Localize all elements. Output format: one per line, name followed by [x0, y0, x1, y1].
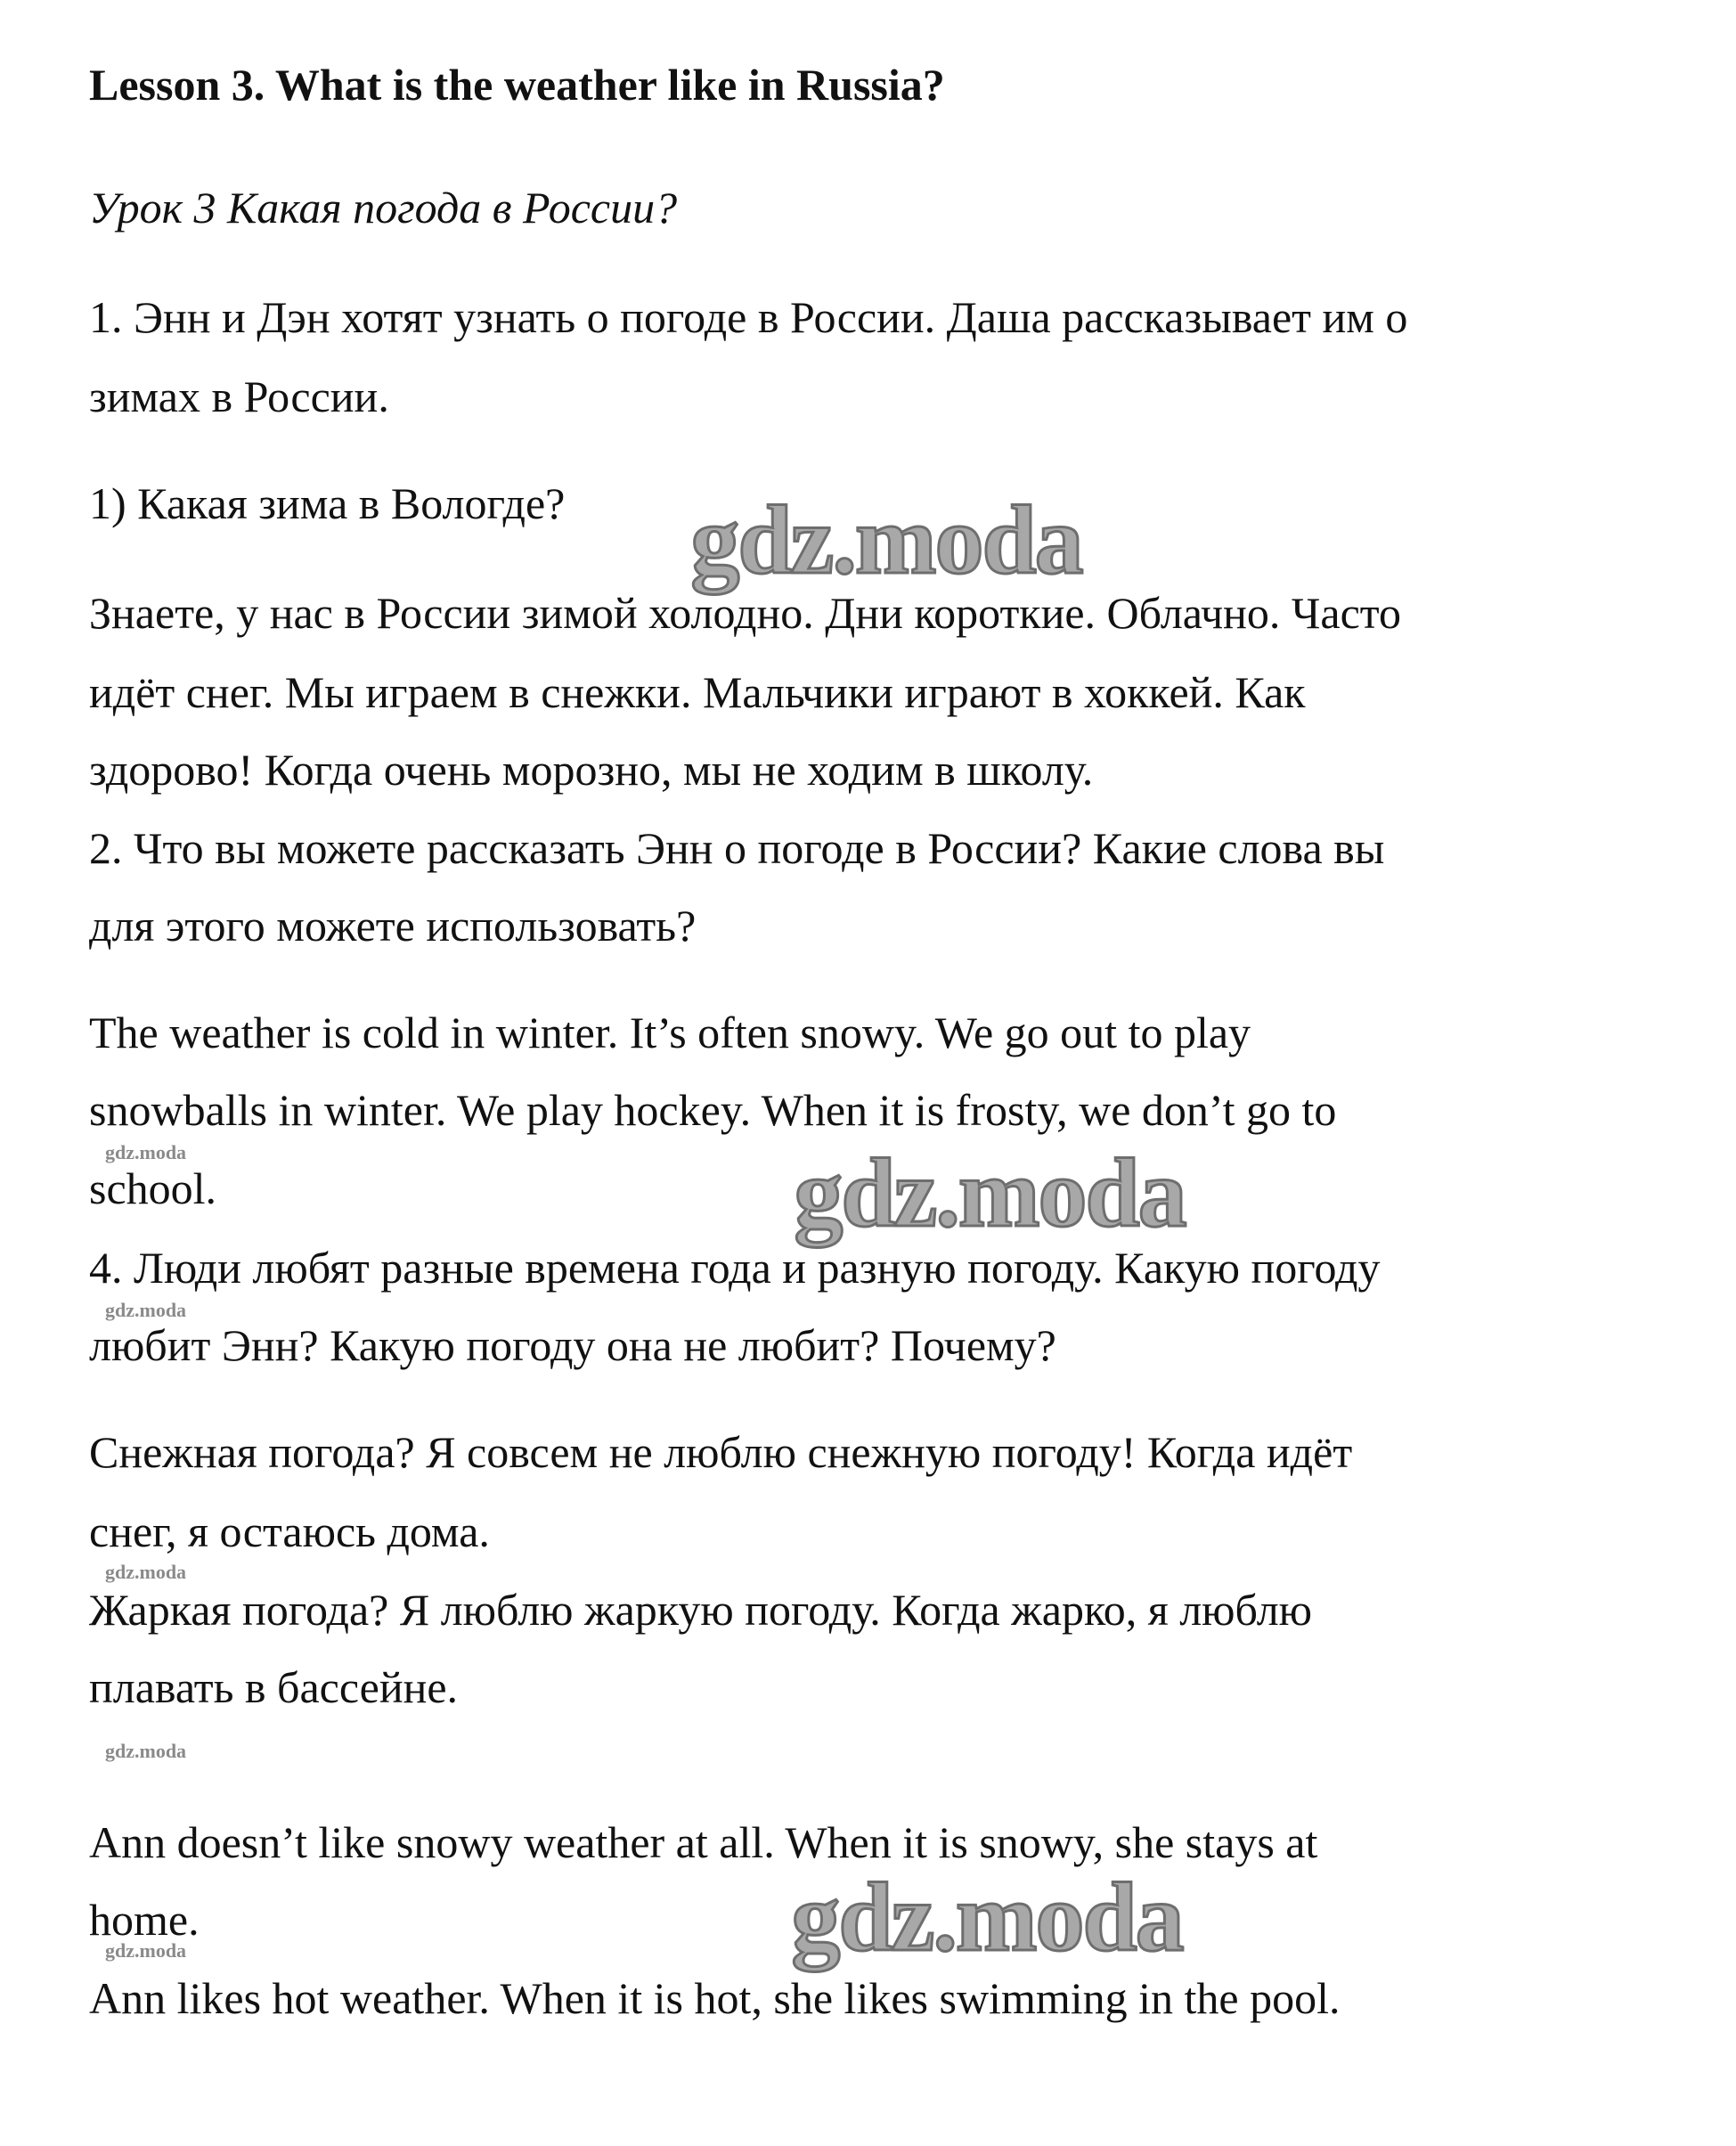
text-line: идёт снег. Мы играем в снежки. Мальчики играют в хоккей. Как — [89, 667, 1306, 717]
text-line: Снежная погода? Я совсем не люблю снежную погоду! Когда идёт — [89, 1427, 1353, 1477]
text-line: 4. Люди любят разные времена года и разную погоду. Какую погоду — [89, 1243, 1381, 1293]
text-line: 1. Энн и Дэн хотят узнать о погоде в России. Даша рассказывает им о — [89, 292, 1408, 342]
text-line: The weather is cold in winter. It’s often snowy. We go out to play — [89, 1008, 1251, 1057]
lesson-title: Lesson 3. What is the weather like in Russia? — [89, 60, 945, 110]
watermark-small: gdz.moda — [105, 1939, 187, 1962]
text-line: любит Энн? Какую погоду она не любит? Почему? — [89, 1320, 1056, 1370]
text-line: school. — [89, 1163, 217, 1213]
watermark-logo: gdz.moda — [791, 1863, 1183, 1971]
text-line: Знаете, у нас в России зимой холодно. Дни короткие. Облачно. Часто — [89, 588, 1401, 638]
watermark-small: gdz.moda — [105, 1561, 187, 1583]
text-line: плавать в бассейне. — [89, 1662, 459, 1712]
text-line: 2. Что вы можете рассказать Энн о погоде в России? Какие слова вы — [89, 823, 1385, 873]
watermark-small: gdz.moda — [105, 1141, 187, 1163]
watermark-logo: gdz.moda — [794, 1138, 1186, 1247]
text-line: здорово! Когда очень морозно, мы не ходим в школу. — [89, 745, 1094, 795]
lesson-subtitle: Урок 3 Какая погода в России? — [89, 183, 678, 233]
text-line: snowballs in winter. We play hockey. When it is frosty, we don’t go to — [89, 1085, 1337, 1135]
watermark-logo: gdz.moda — [690, 486, 1082, 594]
watermark-small: gdz.moda — [105, 1740, 187, 1762]
text-line: Жаркая погода? Я люблю жаркую погоду. Когда жарко, я люблю — [89, 1585, 1313, 1635]
text-line: Ann likes hot weather. When it is hot, she likes swimming in the pool. — [89, 1973, 1341, 2023]
text-line: 1) Какая зима в Вологде? — [89, 478, 566, 528]
watermark-small: gdz.moda — [105, 1299, 187, 1321]
text-line: home. — [89, 1895, 200, 1945]
text-line: для этого можете использовать? — [89, 901, 697, 951]
text-line: снег, я остаюсь дома. — [89, 1506, 490, 1556]
text-line: Ann doesn’t like snowy weather at all. When it is snowy, she stays at — [89, 1817, 1318, 1867]
text-line: зимах в России. — [89, 371, 389, 421]
